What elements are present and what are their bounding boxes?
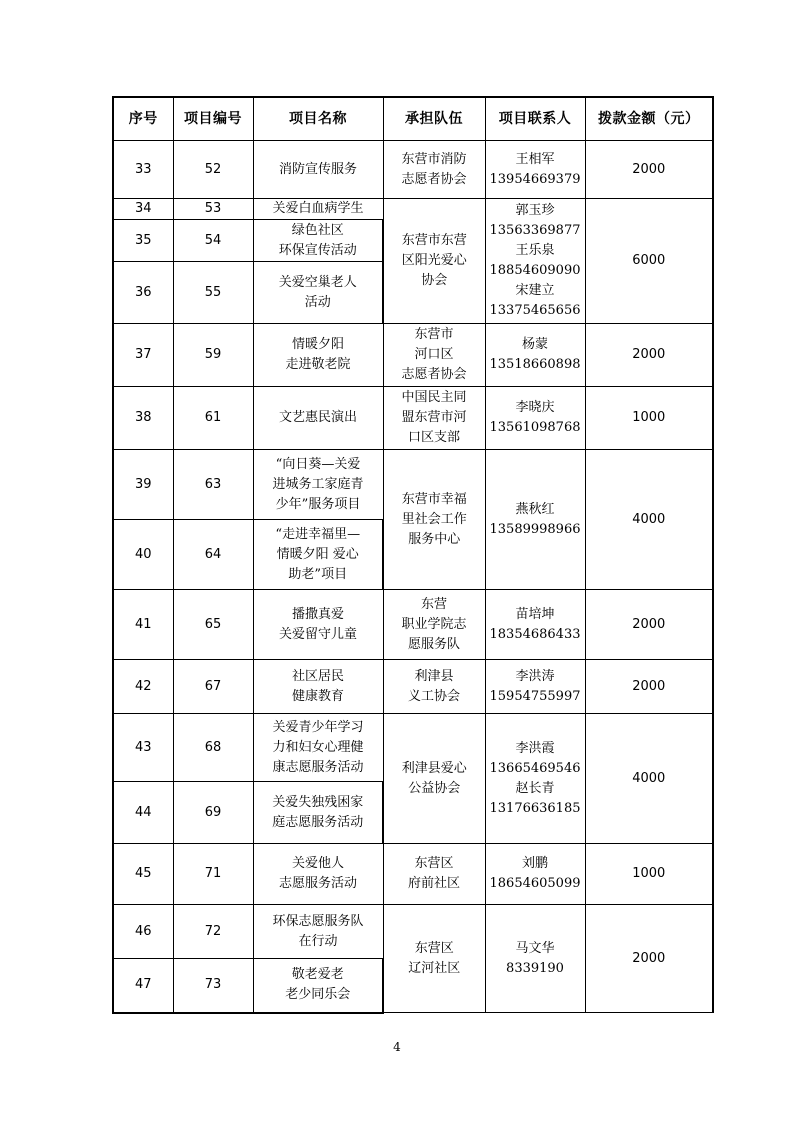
team-line: 辽河社区 (408, 960, 461, 976)
project-name-cell (253, 387, 383, 450)
seq-cell: 33 (113, 141, 173, 199)
amount-cell: 2000 (585, 660, 713, 714)
team-line: 协会 (421, 273, 448, 288)
amount-cell: 4000 (585, 714, 713, 844)
team-line: 愿服务队 (407, 636, 460, 652)
team-line: 里社会工作 (401, 511, 467, 527)
seq-cell: 39 (113, 450, 173, 520)
header-project-name: 项目名称 (253, 97, 383, 141)
contact-phone: 13665469546 (489, 760, 581, 776)
contact-name: 王相军 (515, 151, 555, 167)
team-cell (383, 844, 485, 905)
team-cell (383, 199, 485, 324)
project-name-line: 关爱白血病学生 (272, 201, 364, 216)
contact-cell (485, 141, 585, 199)
seq-cell: 37 (113, 324, 173, 387)
contact-cell (485, 324, 585, 387)
contact-cell (485, 905, 585, 1013)
project-name-cell (253, 324, 383, 387)
seq-cell: 44 (113, 782, 173, 844)
code-cell: 73 (173, 959, 253, 1013)
contact-phone: 13518660898 (489, 357, 581, 372)
header-amount: 拨款金额（元） (585, 97, 713, 141)
project-name-cell (253, 959, 383, 1013)
seq-cell: 45 (113, 844, 173, 905)
seq-cell: 40 (113, 520, 173, 590)
project-name-line: 环保志愿服务队 (272, 913, 364, 929)
seq-cell: 35 (113, 220, 173, 262)
team-cell (383, 387, 485, 450)
team-line: 东营区 (414, 856, 454, 871)
contact-name: 马文华 (515, 940, 555, 956)
project-name-line: 环保宣传活动 (278, 242, 357, 258)
contact-cell (485, 199, 585, 324)
project-name-cell (253, 450, 383, 520)
contact-phone: 13954669379 (489, 171, 581, 187)
page-number: 4 (393, 1040, 401, 1054)
team-line: 口区支部 (407, 430, 460, 445)
table-row (113, 844, 713, 905)
code-cell: 54 (173, 220, 253, 262)
table-row (113, 387, 713, 450)
team-cell (383, 714, 485, 844)
contact-phone: 8339190 (506, 960, 564, 976)
project-name-cell (253, 520, 383, 590)
team-line: 公益协会 (408, 780, 461, 796)
contact-name: 王乐泉 (515, 243, 555, 258)
project-name-line: 关爱留守儿童 (278, 626, 357, 642)
code-cell: 69 (173, 782, 253, 844)
header-contact: 项目联系人 (485, 97, 585, 141)
table-row (113, 714, 713, 782)
code-cell: 59 (173, 324, 253, 387)
team-line: 府前社区 (407, 876, 460, 891)
project-name-line: 社区居民 (291, 668, 344, 684)
team-cell (383, 141, 485, 199)
team-line: 职业学院志 (401, 616, 467, 632)
project-name-line: “向日葵—关爱 (275, 456, 361, 472)
project-name-cell (253, 141, 383, 199)
seq-cell: 36 (113, 262, 173, 324)
team-line: 志愿者协会 (401, 171, 467, 187)
contact-name: 燕秋红 (515, 501, 555, 517)
project-name-line: 情暖夕阳 (291, 337, 344, 352)
header-team: 承担队伍 (383, 97, 485, 141)
code-cell: 68 (173, 714, 253, 782)
project-name-line: 关爱他人 (291, 856, 344, 871)
team-line: 东营 (420, 596, 447, 612)
project-name-line: 播撒真爱 (291, 606, 344, 622)
contact-name: 苗培坤 (515, 606, 555, 622)
amount-cell: 6000 (585, 199, 713, 324)
team-line: 东营市东营 (401, 233, 467, 248)
seq-cell: 46 (113, 905, 173, 959)
project-name-line: 进城务工家庭青 (272, 476, 364, 492)
project-name-line: 关爱空巢老人 (278, 274, 357, 290)
contact-name: 赵长青 (515, 780, 555, 796)
seq-cell: 47 (113, 959, 173, 1013)
team-line: 东营区 (414, 940, 454, 956)
project-name-line: 文艺惠民演出 (278, 410, 357, 425)
contact-cell (485, 450, 585, 590)
project-name-line: 力和妇女心理健 (272, 739, 364, 755)
team-line: 河口区 (414, 347, 454, 362)
team-cell (383, 905, 485, 1013)
contact-name: 李晓庆 (515, 400, 555, 415)
team-cell (383, 590, 485, 660)
contact-phone: 13589998966 (489, 521, 581, 537)
contact-name: 杨蒙 (521, 337, 548, 352)
amount-cell: 2000 (585, 590, 713, 660)
table-row (113, 590, 713, 660)
team-line: 盟东营市河 (401, 410, 467, 425)
amount-cell: 2000 (585, 141, 713, 199)
team-cell (383, 450, 485, 590)
project-name-line: “走进幸福里— (275, 526, 361, 542)
code-cell: 71 (173, 844, 253, 905)
contact-phone: 13563369877 (489, 223, 581, 238)
project-name-line: 关爱青少年学习 (272, 719, 364, 735)
project-name-line: 绿色社区 (291, 222, 344, 238)
project-name-line: 敬老爱老 (291, 967, 344, 983)
project-name-cell (253, 905, 383, 959)
contact-phone: 15954755997 (489, 688, 581, 704)
contact-name: 刘鹏 (521, 856, 548, 871)
code-cell: 63 (173, 450, 253, 520)
seq-cell: 34 (113, 199, 173, 220)
project-name-line: 情暖夕阳 爱心 (276, 546, 359, 562)
contact-name: 宋建立 (515, 283, 555, 298)
team-line: 东营市 (414, 327, 454, 342)
contact-cell (485, 590, 585, 660)
team-line: 中国民主同 (401, 390, 467, 405)
contact-cell (485, 387, 585, 450)
project-name-cell (253, 782, 383, 844)
code-cell: 65 (173, 590, 253, 660)
project-name-cell (253, 220, 383, 262)
project-name-cell (253, 714, 383, 782)
table-row (113, 141, 713, 199)
team-line: 利津县爱心 (401, 760, 467, 776)
team-line: 区阳光爱心 (401, 253, 467, 268)
amount-cell: 2000 (585, 905, 713, 1013)
code-cell: 52 (173, 141, 253, 199)
project-name-line: 老少同乐会 (285, 987, 351, 1003)
header-project-code: 项目编号 (173, 97, 253, 141)
project-name-cell (253, 590, 383, 660)
project-name-cell (253, 660, 383, 714)
contact-phone: 13375465656 (489, 303, 581, 318)
team-line: 服务中心 (408, 531, 461, 547)
contact-phone: 13176636185 (489, 800, 581, 816)
team-line: 志愿者协会 (401, 367, 467, 382)
table-header-row (113, 97, 713, 141)
contact-name: 郭玉珍 (515, 203, 555, 218)
seq-cell: 41 (113, 590, 173, 660)
code-cell: 72 (173, 905, 253, 959)
project-name-line: 健康教育 (291, 688, 344, 704)
team-line: 东营市消防 (401, 151, 467, 167)
project-name-cell (253, 844, 383, 905)
team-cell (383, 324, 485, 387)
project-name-cell (253, 262, 383, 324)
amount-cell: 2000 (585, 324, 713, 387)
contact-cell (485, 714, 585, 844)
table-row (113, 905, 713, 959)
table-row (113, 199, 713, 220)
contact-name: 李洪涛 (515, 668, 555, 684)
code-cell: 64 (173, 520, 253, 590)
contact-phone: 18354686433 (489, 626, 581, 642)
table-row (113, 324, 713, 387)
project-name-line: 在行动 (298, 933, 338, 949)
project-name-line: 志愿服务活动 (278, 876, 357, 891)
contact-name: 李洪霞 (515, 740, 555, 756)
contact-phone: 18854609090 (489, 263, 581, 278)
table-row (113, 450, 713, 520)
project-name-line: 庭志愿服务活动 (272, 814, 364, 830)
project-name-line: 走进敬老院 (285, 357, 351, 372)
volunteer-project-grant-table (112, 96, 714, 1014)
team-line: 利津县 (414, 668, 454, 684)
team-line: 东营市幸福 (401, 491, 467, 507)
contact-phone: 18654605099 (489, 876, 581, 891)
table-row (113, 660, 713, 714)
project-name-line: 康志愿服务活动 (272, 759, 364, 775)
code-cell: 67 (173, 660, 253, 714)
amount-cell: 1000 (585, 844, 713, 905)
project-name-line: 活动 (304, 294, 331, 310)
team-cell (383, 660, 485, 714)
contact-cell (485, 660, 585, 714)
seq-cell: 42 (113, 660, 173, 714)
seq-cell: 43 (113, 714, 173, 782)
code-cell: 61 (173, 387, 253, 450)
code-cell: 53 (173, 199, 253, 220)
project-name-line: 关爱失独残困家 (272, 794, 364, 810)
contact-cell (485, 844, 585, 905)
project-name-cell (253, 199, 383, 220)
project-name-line: 消防宣传服务 (278, 161, 357, 177)
contact-phone: 13561098768 (489, 420, 581, 435)
seq-cell: 38 (113, 387, 173, 450)
code-cell: 55 (173, 262, 253, 324)
project-name-line: 助老”项目 (288, 566, 348, 582)
amount-cell: 4000 (585, 450, 713, 590)
team-line: 义工协会 (407, 688, 460, 704)
project-name-line: 少年”服务项目 (275, 496, 361, 512)
amount-cell: 1000 (585, 387, 713, 450)
header-seq: 序号 (113, 97, 173, 141)
